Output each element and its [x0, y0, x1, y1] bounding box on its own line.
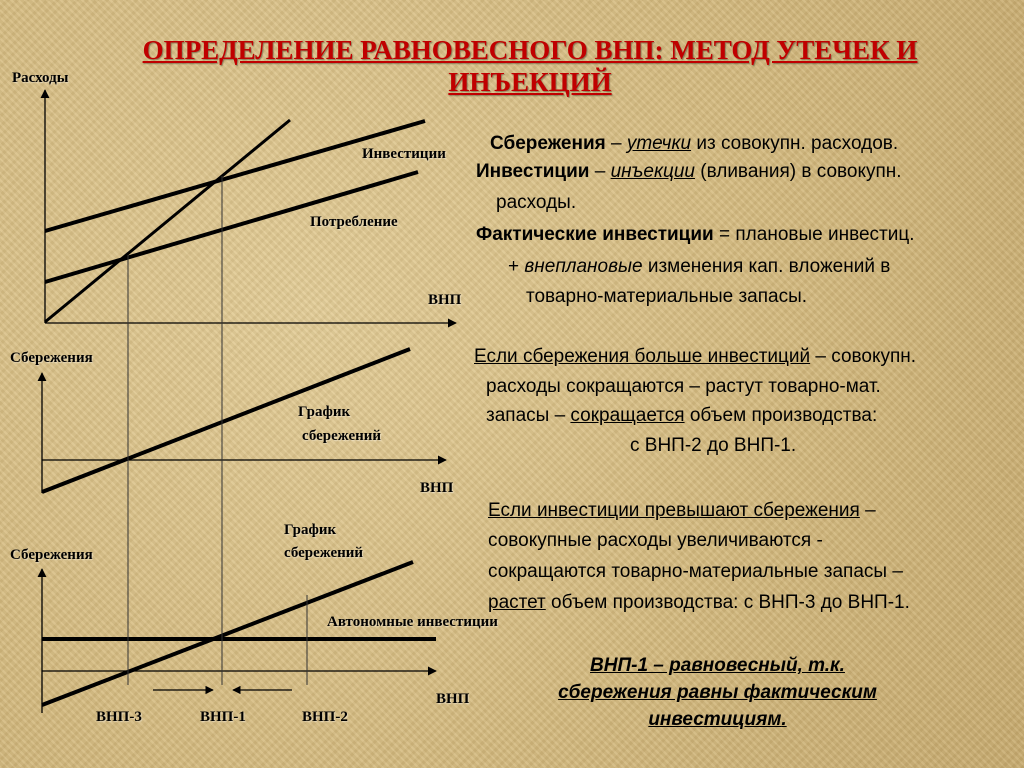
text-para2-line-2: расходы сокращаются – растут товарно-мат.: [486, 376, 881, 397]
text-line-5: + внеплановые изменения кап. вложений в: [508, 256, 891, 277]
graph2-savings-line: [42, 349, 410, 492]
gnp3-label: ВНП-3: [96, 709, 142, 725]
graph3-y-axis-label: Сбережения: [10, 547, 93, 563]
autonomous-investment-label: Автономные инвестиции: [327, 614, 498, 630]
gnp1-label: ВНП-1: [200, 709, 246, 725]
text-para2-line-1: Если сбережения больше инвестиций – совокупн.: [474, 346, 917, 367]
investment-line-label: Инвестиции: [362, 146, 446, 162]
text-para2-line-3: запасы – сокращается объем производства:: [486, 405, 878, 426]
graph2-x-axis-label: ВНП: [420, 480, 454, 496]
graph2-savings-label-line2: сбережений: [302, 428, 382, 444]
conclusion-line-2: сбережения равны фактическим: [558, 682, 877, 703]
text-para3-line-1: Если инвестиции превышают сбережения –: [488, 500, 876, 521]
graph3-savings-label-line1: График: [284, 522, 337, 538]
conclusion-line-3: инвестициям.: [648, 709, 787, 730]
text-line-1: Сбережения – утечки из совокупн. расходов.: [490, 133, 899, 154]
text-line-4: Фактические инвестиции = плановые инвестиц.: [476, 224, 915, 245]
consumption-line-label: Потребление: [310, 214, 398, 230]
graph2-savings-label-line1: График: [298, 404, 351, 420]
text-para3-line-3: сокращаются товарно-материальные запасы –: [488, 561, 903, 582]
text-line-6: товарно-материальные запасы.: [526, 286, 808, 307]
graph1-x-axis-label: ВНП: [428, 292, 462, 308]
graph3-savings-label-line2: сбережений: [284, 545, 364, 561]
conclusion-line-1: ВНП-1 – равновесный, т.к.: [590, 655, 845, 676]
graph1-y-axis-label: Расходы: [12, 70, 69, 86]
conclusion: [500, 652, 935, 733]
text-para3-line-2: совокупные расходы увеличиваются -: [488, 530, 823, 551]
graph3-savings-line: [42, 562, 413, 705]
text-para3-line-4: растет объем производства: с ВНП-3 до ВНП-1.: [488, 592, 910, 613]
graph2-y-axis-label: Сбережения: [10, 350, 93, 366]
text-para2-line-4: с ВНП-2 до ВНП-1.: [630, 435, 797, 456]
text-line-2: Инвестиции – инъекции (вливания) в совокупн.: [476, 161, 902, 182]
graph3-x-axis-label: ВНП: [436, 691, 470, 707]
text-line-3: расходы.: [496, 192, 577, 213]
page-title: ОПРЕДЕЛЕНИЕ РАВНОВЕСНОГО ВНП: МЕТОД УТЕЧЕК И ИНЪЕКЦИЙ: [142, 35, 918, 97]
gnp2-label: ВНП-2: [302, 709, 348, 725]
